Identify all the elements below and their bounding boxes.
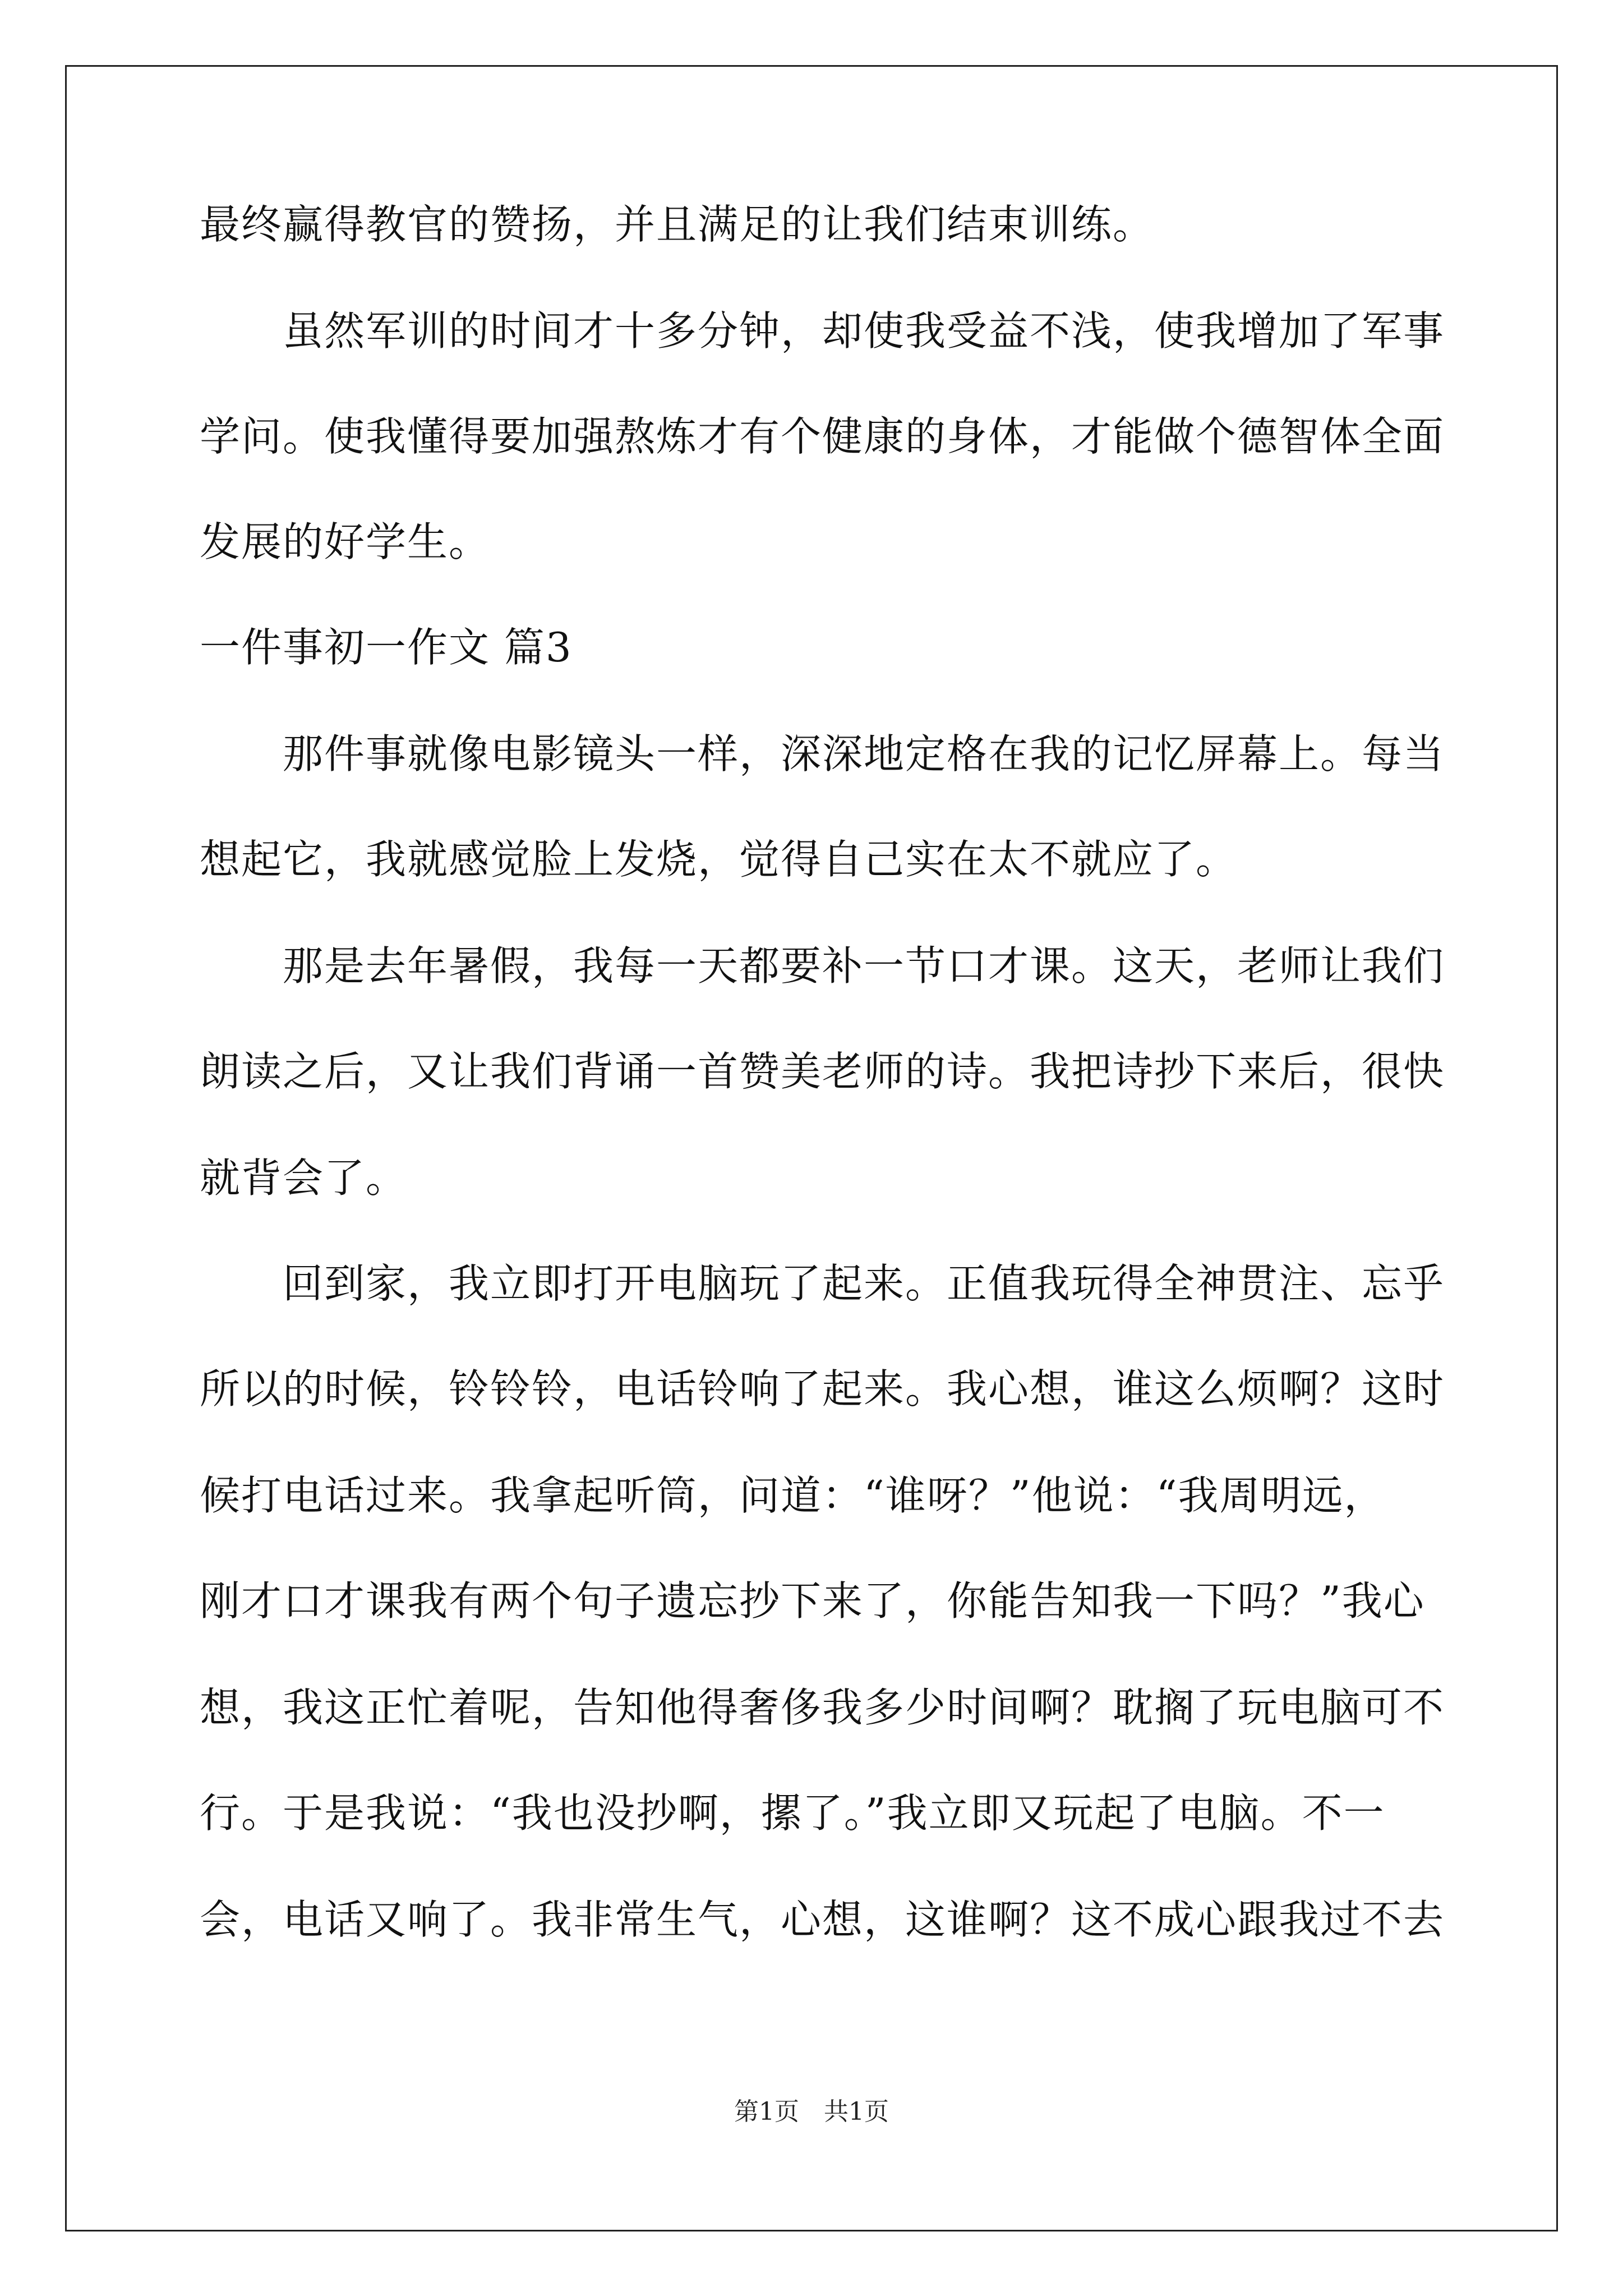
text-line: 所以的时候，铃铃铃，电话铃响了起来。我心想，谁这么烦啊？这时 [200, 1365, 1445, 1412]
text-line: 回到家，我立即打开电脑玩了起来。正值我玩得全神贯注、忘乎 [200, 1260, 1445, 1307]
text-line: 虽然军训的时间才十多分钟，却使我受益不浅，使我增加了军事 [200, 307, 1445, 355]
text-line: 想，我这正忙着呢，告知他得奢侈我多少时间啊？耽搁了玩电脑可不 [200, 1684, 1445, 1731]
section-heading: 一件事初一作文 篇3 [200, 624, 573, 671]
text-line: 朗读之后，又让我们背诵一首赞美老师的诗。我把诗抄下来后，很快 [200, 1048, 1445, 1095]
text-line: 候打电话过来。我拿起听筒，问道：“谁呀？”他说：“我周明远， [200, 1472, 1386, 1519]
text-line: 那是去年暑假，我每一天都要补一节口才课。这天，老师让我们 [200, 942, 1445, 990]
text-line: 学问。使我懂得要加强熬炼才有个健康的身体，才能做个德智体全面 [200, 413, 1445, 460]
text-line: 那件事就像电影镜头一样，深深地定格在我的记忆屏幕上。每当 [200, 730, 1445, 777]
text-line: 就背会了。 [200, 1154, 408, 1202]
text-line: 刚才口才课我有两个句子遗忘抄下来了，你能告知我一下吗？”我心 [200, 1577, 1425, 1625]
text-line: 行。于是我说：“我也没抄啊，摞了。”我立即又玩起了电脑。不一 [200, 1789, 1385, 1837]
page-number-footer: 第1页 共1页 [734, 2097, 889, 2126]
text-line: 会，电话又响了。我非常生气，心想，这谁啊？这不成心跟我过不去 [200, 1896, 1445, 1943]
text-line: 最终赢得教官的赞扬，并且满足的让我们结束训练。 [200, 201, 1155, 248]
text-line: 发展的好学生。 [200, 518, 491, 565]
text-line: 想起它，我就感觉脸上发烧，觉得自己实在太不就应了。 [200, 836, 1238, 883]
